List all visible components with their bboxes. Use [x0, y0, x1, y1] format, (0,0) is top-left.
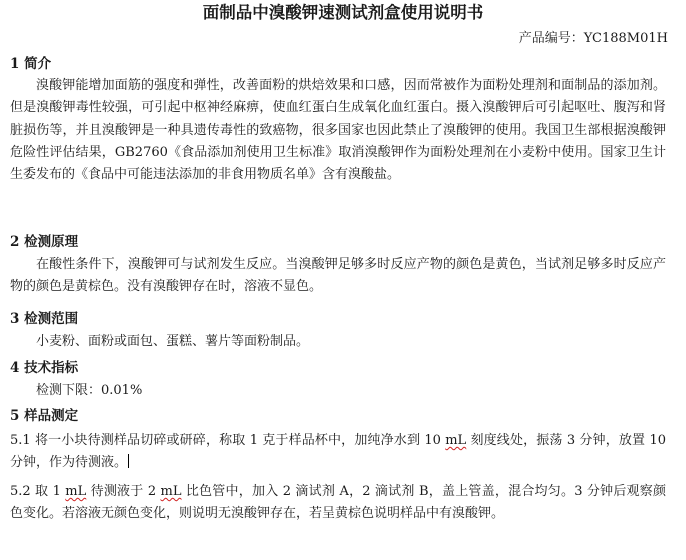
section-heading-measurement: 5 样品测定: [10, 408, 79, 424]
unit-ml: mL: [65, 484, 87, 499]
section-heading-intro: 1 简介: [10, 56, 52, 72]
specs-paragraph: 检测下限：0.01%: [36, 383, 143, 398]
product-code: 产品编号：YC188M01H: [518, 31, 668, 46]
principle-paragraph: 在酸性条件下，溴酸钾可与试剂发生反应。当溴酸钾足够多时反应产物的颜色是黄色，当试剂足够多时反应产物的颜色是黄棕色。没有溴酸钾存在时，溶液不显色。: [10, 257, 666, 295]
step-5-2-text-b: 待测液于 2: [86, 484, 161, 499]
step-5-2-text-c: 比色管中，加入 2 滴试剂 A，2 滴试剂 B，盖上管盖，混合均匀。3 分钟后观察颜色变化。若溶液无颜色变化，则说明无溴酸钾存在，若呈黄棕色说明样品中有溴酸钾。: [10, 484, 667, 522]
document-title: 面制品中溴酸钾速测试剂盒使用说明书: [202, 3, 484, 22]
section-heading-scope: 3 检测范围: [10, 311, 79, 327]
unit-ml: mL: [160, 484, 182, 499]
text-cursor: [128, 454, 129, 468]
step-5-2[interactable]: [10, 481, 666, 526]
scope-paragraph: 小麦粉、面粉或面包、蛋糕、薯片等面粉制品。: [36, 334, 310, 349]
unit-ml: mL: [445, 433, 467, 448]
intro-paragraph: 溴酸钾能增加面筋的强度和弹性，改善面粉的烘焙效果和口感，因而常被作为面粉处理剂和面制品的添加剂。但是溴酸钾毒性较强，可引起中枢神经麻痹，使血红蛋白生成氧化血红蛋白。摄入溴酸钾后可引起呕吐、腹泻和肾脏损伤等，并且溴酸钾是一种具遗传毒性的致癌物，很多国家也因此禁止了溴酸钾的使用。我国卫生部根据溴酸钾危险性评估结果，GB2760《食品添加剂使用卫生标准》取消溴酸钾作为面粉处理剂在小麦粉中使用。国家卫生计生委发布的《食品中可能违法添加的非食用物质名单》含有溴酸盐。: [10, 78, 666, 183]
step-5-2-text-a: 5.2 取 1: [10, 484, 66, 499]
section-heading-principle: 2 检测原理: [10, 234, 79, 250]
section-heading-specs: 4 技术指标: [10, 360, 79, 376]
step-5-1-text-b: 刻度线处，振荡 3 分钟，放置 10 分钟，作为待测液。: [10, 433, 667, 471]
step-5-1-text-a: 5.1 将一小块待测样品切碎或研碎，称取 1 克于样品杯中，加纯净水到 10: [10, 433, 446, 448]
step-5-1[interactable]: [10, 430, 666, 475]
